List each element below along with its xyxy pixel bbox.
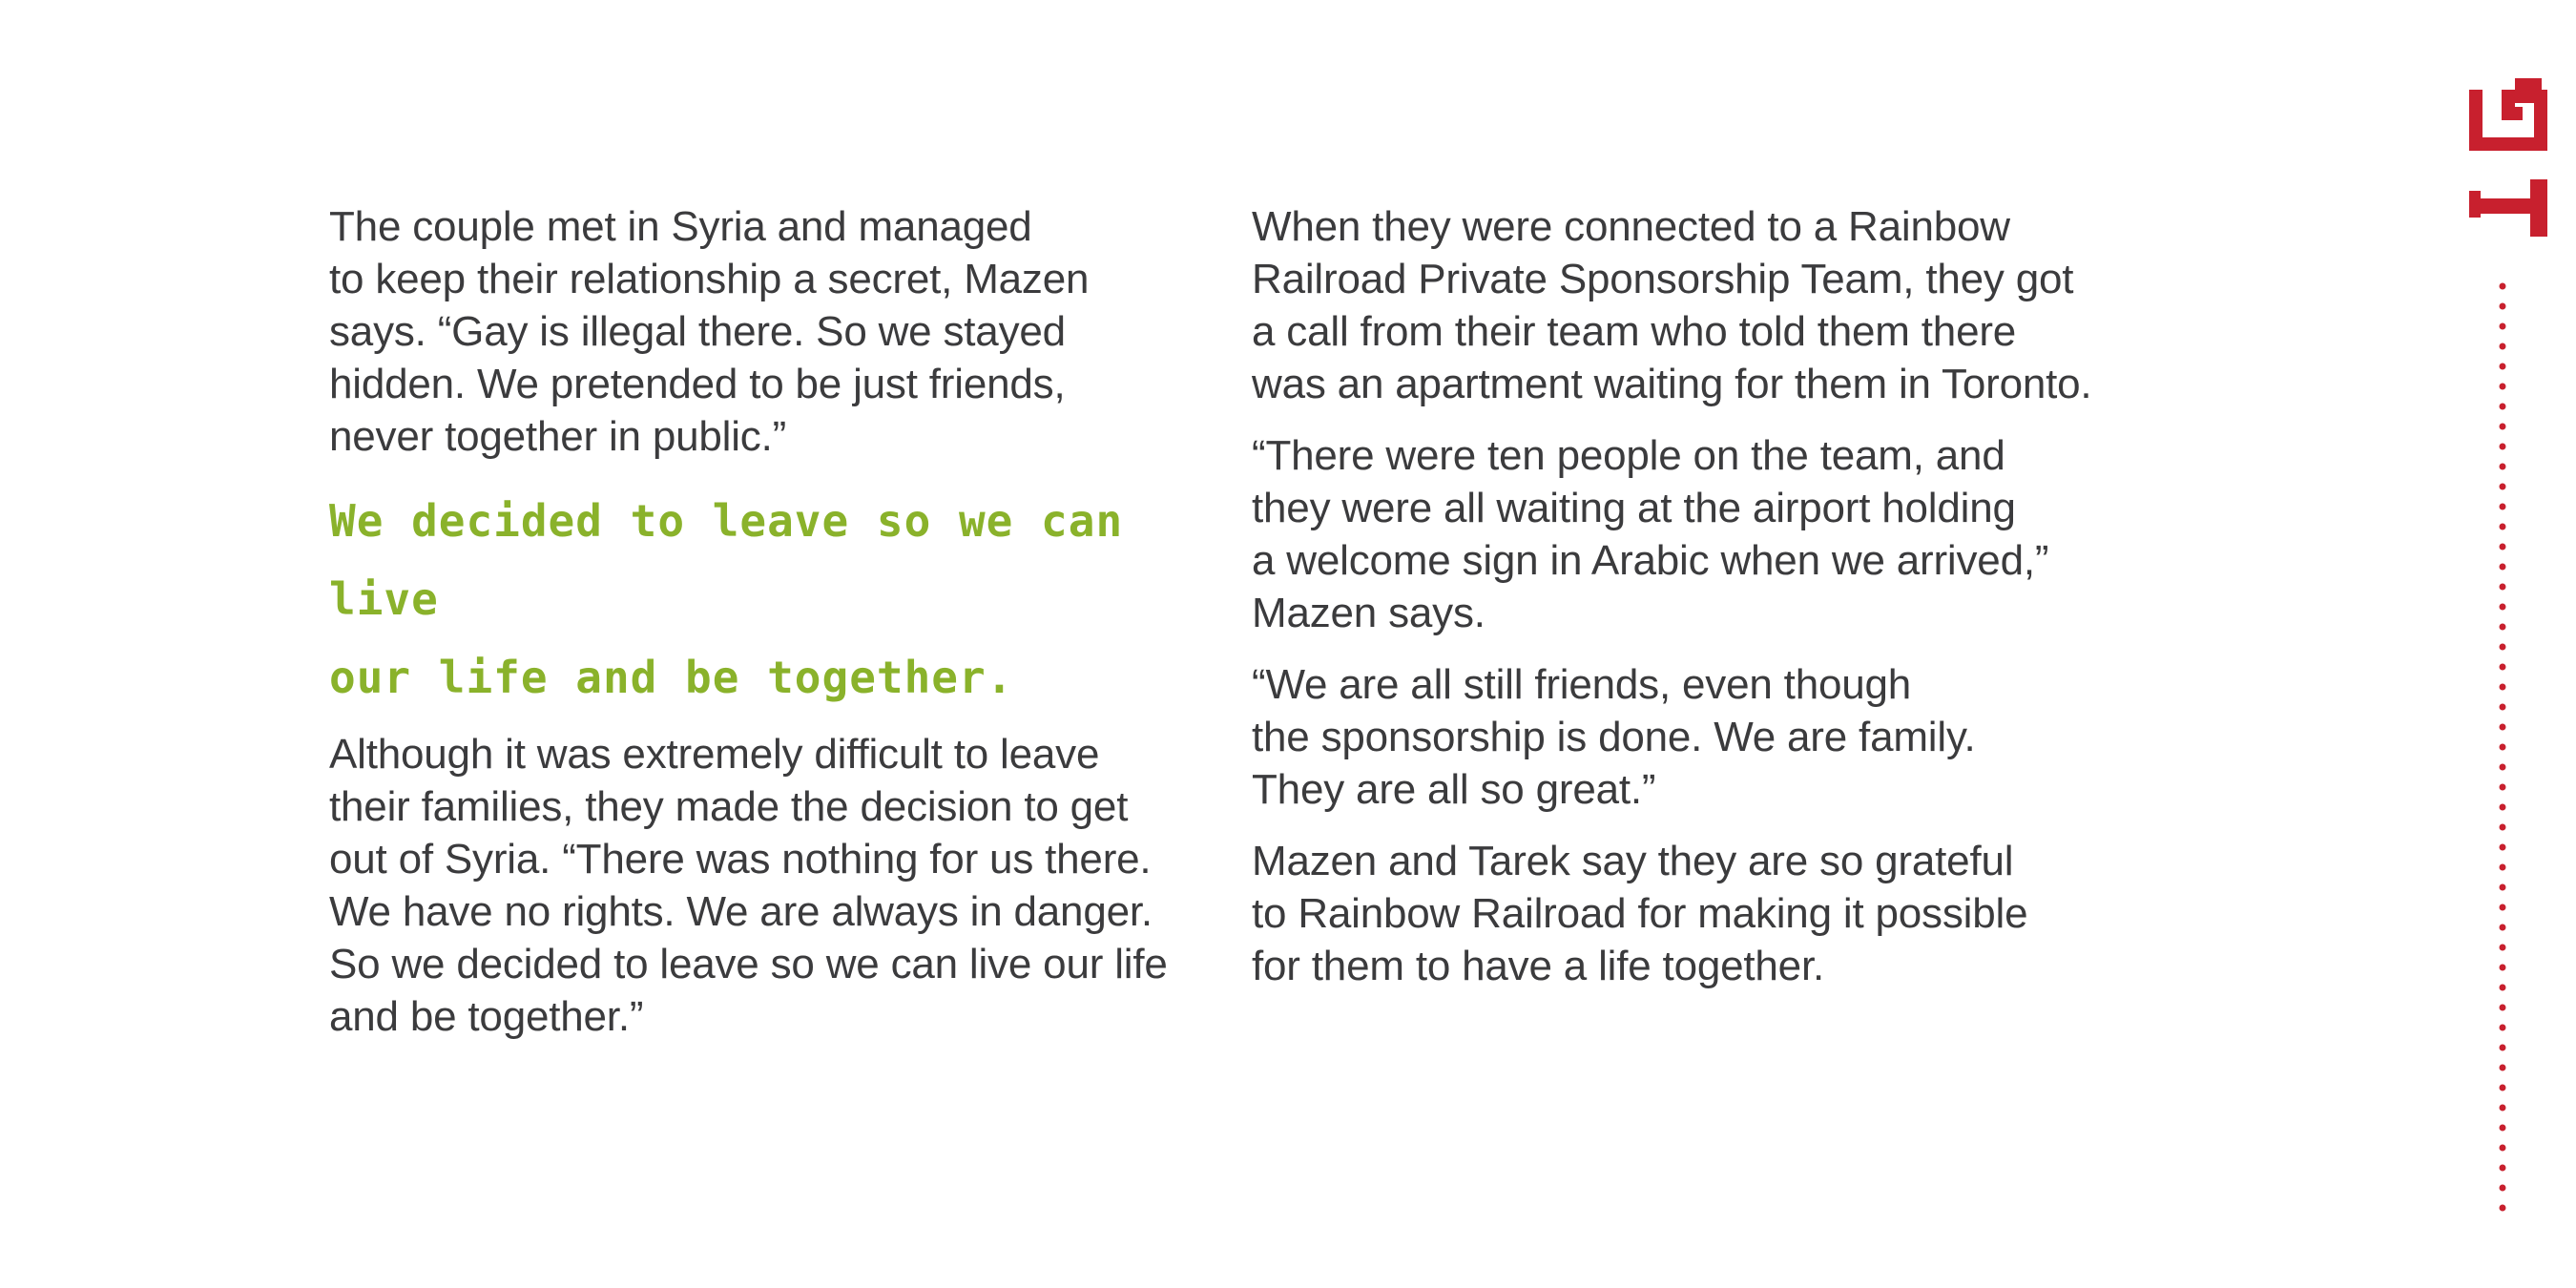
body-paragraph-sponsorship-team: When they were connected to a Rainbow Railroad Private Sponsorship Team, they got a call from their team who told them there was an apartment waiting for them in Toronto. bbox=[1252, 203, 2092, 407]
page-number-mark bbox=[2469, 78, 2547, 242]
left-column bbox=[329, 200, 1226, 1062]
pull-quote: We decided to leave so we can live our life and be together. bbox=[329, 495, 1124, 703]
body-paragraph-couple-met: The couple met in Syria and managed to keep their relationship a secret, Mazen says. “Gay is illegal there. So we stayed hidden. We pretended to be just friends, never together in public.” bbox=[329, 203, 1090, 460]
body-paragraph-leave-syria: Although it was extremely difficult to leave their families, they made the decision to get out of Syria. “There was nothing for us there. We have no rights. We are always in danger. So we decided to leave so we can live our life and be together.” bbox=[329, 731, 1168, 1040]
dotted-divider bbox=[2385, 282, 2576, 1236]
body-paragraph-airport-welcome: “There were ten people on the team, and they were all waiting at the airport holding a welcome sign in Arabic when we arrived,” Mazen says. bbox=[1252, 432, 2049, 636]
body-paragraph-grateful: Mazen and Tarek say they are so grateful to Rainbow Railroad for making it possible for them to have a life together. bbox=[1252, 838, 2028, 989]
right-column bbox=[1252, 200, 2168, 1011]
body-paragraph-still-friends: “We are all still friends, even though the sponsorship is done. We are family. They are all so great.” bbox=[1252, 661, 1976, 813]
side-rail bbox=[2385, 0, 2576, 1288]
